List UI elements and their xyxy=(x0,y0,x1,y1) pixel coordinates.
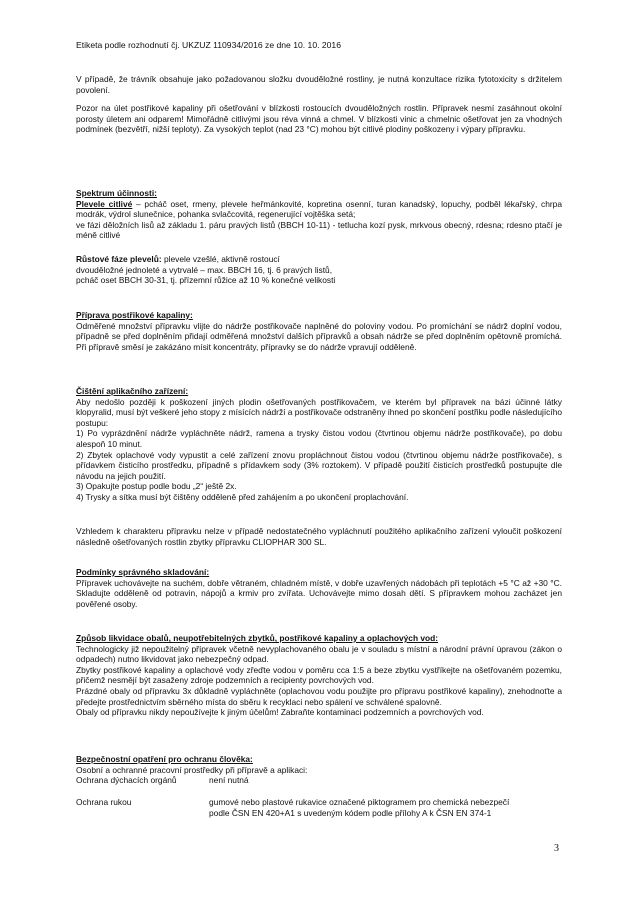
spectrum-heading: Spektrum účinnosti: xyxy=(76,188,157,198)
hand-protection-value-line-2: podle ČSN EN 420+A1 s uvedeným kódem podle přílohy A k ČSN EN 374-1 xyxy=(209,807,492,818)
respiratory-protection-value: není nutná xyxy=(209,775,249,786)
intro-paragraph-2: Pozor na úlet postřikové kapaliny při ošetřování v blízkosti rostoucích dvouděložných rostlin. Přípravek nesmí zasáhnout okolní porosty úletem ani odparem! Mimořádně citlivými jsou réva vinná a chmel. V blízkosti vinic a chmelnic ošetřovat jen za vhodných podmínek (bezvětří, nižší teploty). Za vysokých teplot (nad 23 °C) mohou být citlivé plodiny poškozeny i výpary přípravku. xyxy=(76,103,562,135)
spectrum-section xyxy=(76,188,562,241)
cleaning-step-1: 1) Po vyprázdnění nádrže vypláchněte nádrž, ramena a trysky čistou vodou (čtvrtinou objemu nádrže postřikovače), po dobu alespoň 10 minut. xyxy=(76,428,562,449)
storage-heading: Podmínky správného skladování: xyxy=(76,567,210,577)
disposal-paragraph-4: Obaly od přípravku nikdy nepoužívejte k jiným účelům! Zabraňte kontaminaci podzemních a povrchových vod. xyxy=(76,707,484,718)
cleaning-note: Vzhledem k charakteru přípravku nelze v případě nedostatečného vypláchnutí použitého aplikačního zařízení vyloučit poškození následně ošetřovaných rostlin zbytky přípravku CLIOPHAR 300 SL. xyxy=(76,526,562,547)
intro-paragraph-1: V případě, že trávník obsahuje jako požadovanou složku dvouděložné rostliny, je nutná konzultace rizika fytotoxicity s držitelem povolení. xyxy=(76,74,562,95)
cleaning-step-2: 2) Zbytek oplachové vody vypustit a celé zařízení znovu propláchnout čistou vodou (čtvrtinou objemu nádrže postřikovače), s přídavkem čisticího prostředku, případně s přídavkem sody (3% roztokem). V případě použití čisticích prostředků postupujte dle návodu na jejich použití. xyxy=(76,449,562,481)
growth-stages-line-2: dvouděložné jednoleté a vytrvalé – max. BBCH 16, tj. 6 pravých listů, xyxy=(76,264,333,275)
storage-section xyxy=(76,567,562,609)
safety-section xyxy=(76,754,562,786)
growth-stages-section xyxy=(76,254,562,286)
preparation-heading: Příprava postřikové kapaliny: xyxy=(76,310,193,320)
sensitive-weeds-text: – pcháč oset, rmeny, plevele heřmánkovité, kopretina osenní, turan kanadský, lopuchy, podběl lékařský, chrpa modrák, výdrol slunečnice, pohanka svlačcovitá, regenerující vojtěška setá; xyxy=(76,198,562,220)
safety-intro: Osobní a ochranné pracovní prostředky při přípravě a aplikaci: xyxy=(76,764,308,775)
respiratory-protection-row xyxy=(76,775,562,786)
hand-protection-value-line-1: gumové nebo plastové rukavice označené piktogramem pro chemická nebezpečí xyxy=(209,797,510,807)
cleaning-step-3: 3) Opakujte postup podle bodu „2“ ještě 2x. xyxy=(76,481,237,492)
cleaning-note-section xyxy=(76,526,562,547)
page-header: Etiketa podle rozhodnutí čj. UKZUZ 110934/2016 ze dne 10. 10. 2016 xyxy=(76,40,341,50)
intro-section-2 xyxy=(76,103,562,135)
hand-protection-block xyxy=(76,797,562,818)
disposal-paragraph-3: Prázdné obaly od přípravku 3x důkladně vypláchněte (oplachovou vodu použijte pro přípravu postřikové kapaliny), znehodnoťte a předejte prostřednictvím sběrného místa do sběru k recyklaci nebo spálení ve schválené spalovně. xyxy=(76,685,562,707)
cleaning-text: Aby nedošlo později k poškození jiných plodin ošetřovaných postřikovačem, ve kterém byl přípravek na bázi účinné látky klopyralid, musí být veškeré jeho stopy z mísících nádrží a postřikovače odstraněny ihned po skončení postřiku podle následujícího postupu: xyxy=(76,396,563,428)
sensitive-weeds-label: Plevele citlivé xyxy=(76,198,133,209)
cleaning-step-4: 4) Trysky a sítka musí být čištěny odděleně před zahájením a po ukončení proplachování. xyxy=(76,491,409,502)
disposal-heading: Způsob likvidace obalů, neupotřebitelných zbytků, postřikové kapaliny a oplachových vod: xyxy=(76,633,439,643)
disposal-paragraph-2: Zbytky postřikové kapaliny a oplachové vody zřeďte vodou v poměru cca 1:5 a beze zbytku vystříkejte na ošetřovaném pozemku, přičemž nesmějí být zasaženy zdroje podzemních a recipienty povrchových vod. xyxy=(76,664,562,686)
respiratory-protection-label: Ochrana dýchacích orgánů xyxy=(76,775,177,786)
page-number: 3 xyxy=(554,843,559,854)
growth-stages-line-3: pcháč oset BBCH 30-31, tj. přízemní růžice až 10 % konečné velikosti xyxy=(76,275,336,286)
growth-stages-label: Růstové fáze plevelů: xyxy=(76,254,162,264)
intro-section xyxy=(76,74,562,95)
sensitive-weeds-text-2: ve fázi děložních lisů až základu 1. páru pravých listů (BBCH 10-11) - tetlucha kozí pysk, mrkvous obecný, rdesna; rdesno ptačí je méně citlivé xyxy=(76,219,562,241)
safety-heading: Bezpečnostní opatření pro ochranu člověka: xyxy=(76,754,253,764)
hand-protection-label: Ochrana rukou xyxy=(76,797,132,807)
disposal-section xyxy=(76,633,562,718)
hand-protection-row-2 xyxy=(76,808,562,819)
storage-text: Přípravek uchovávejte na suchém, dobře větraném, chladném místě, v dobře uzavřených nádobách při teplotách +5 °C až +30 °C. Skladujte odděleně od potravin, nápojů a krmiv pro zvířata. Uchovávejte mimo dosah dětí. S přípravkem mohou zacházet jen pověřené osoby. xyxy=(76,577,562,609)
cleaning-heading: Čištění aplikačního zařízení: xyxy=(76,386,189,396)
cleaning-section xyxy=(76,386,562,503)
disposal-paragraph-1: Technologicky již nepoužitelný přípravek včetně nevyplachovaného obalu je v souladu s místní a národní právní úpravou (zákon o odpadech) nutno likvidovat jako nebezpečný odpad. xyxy=(76,643,562,665)
growth-stages-text: plevele vzešlé, aktivně rostoucí xyxy=(161,254,280,264)
hand-protection-row xyxy=(76,797,562,808)
preparation-text: Odměřené množství přípravku vlijte do nádrže postřikovače naplněné do poloviny vodou. Po promíchání se nádrž doplní vodou, případně se před doplněním přidají odměřená množství dalších přípravků a obsah nádrže se před doplněním opětovně promíchá. Při přípravě směsí je zakázáno mísit koncentráty, přípravky se do nádrže vpravují odděleně. xyxy=(76,320,562,352)
preparation-section xyxy=(76,310,562,352)
